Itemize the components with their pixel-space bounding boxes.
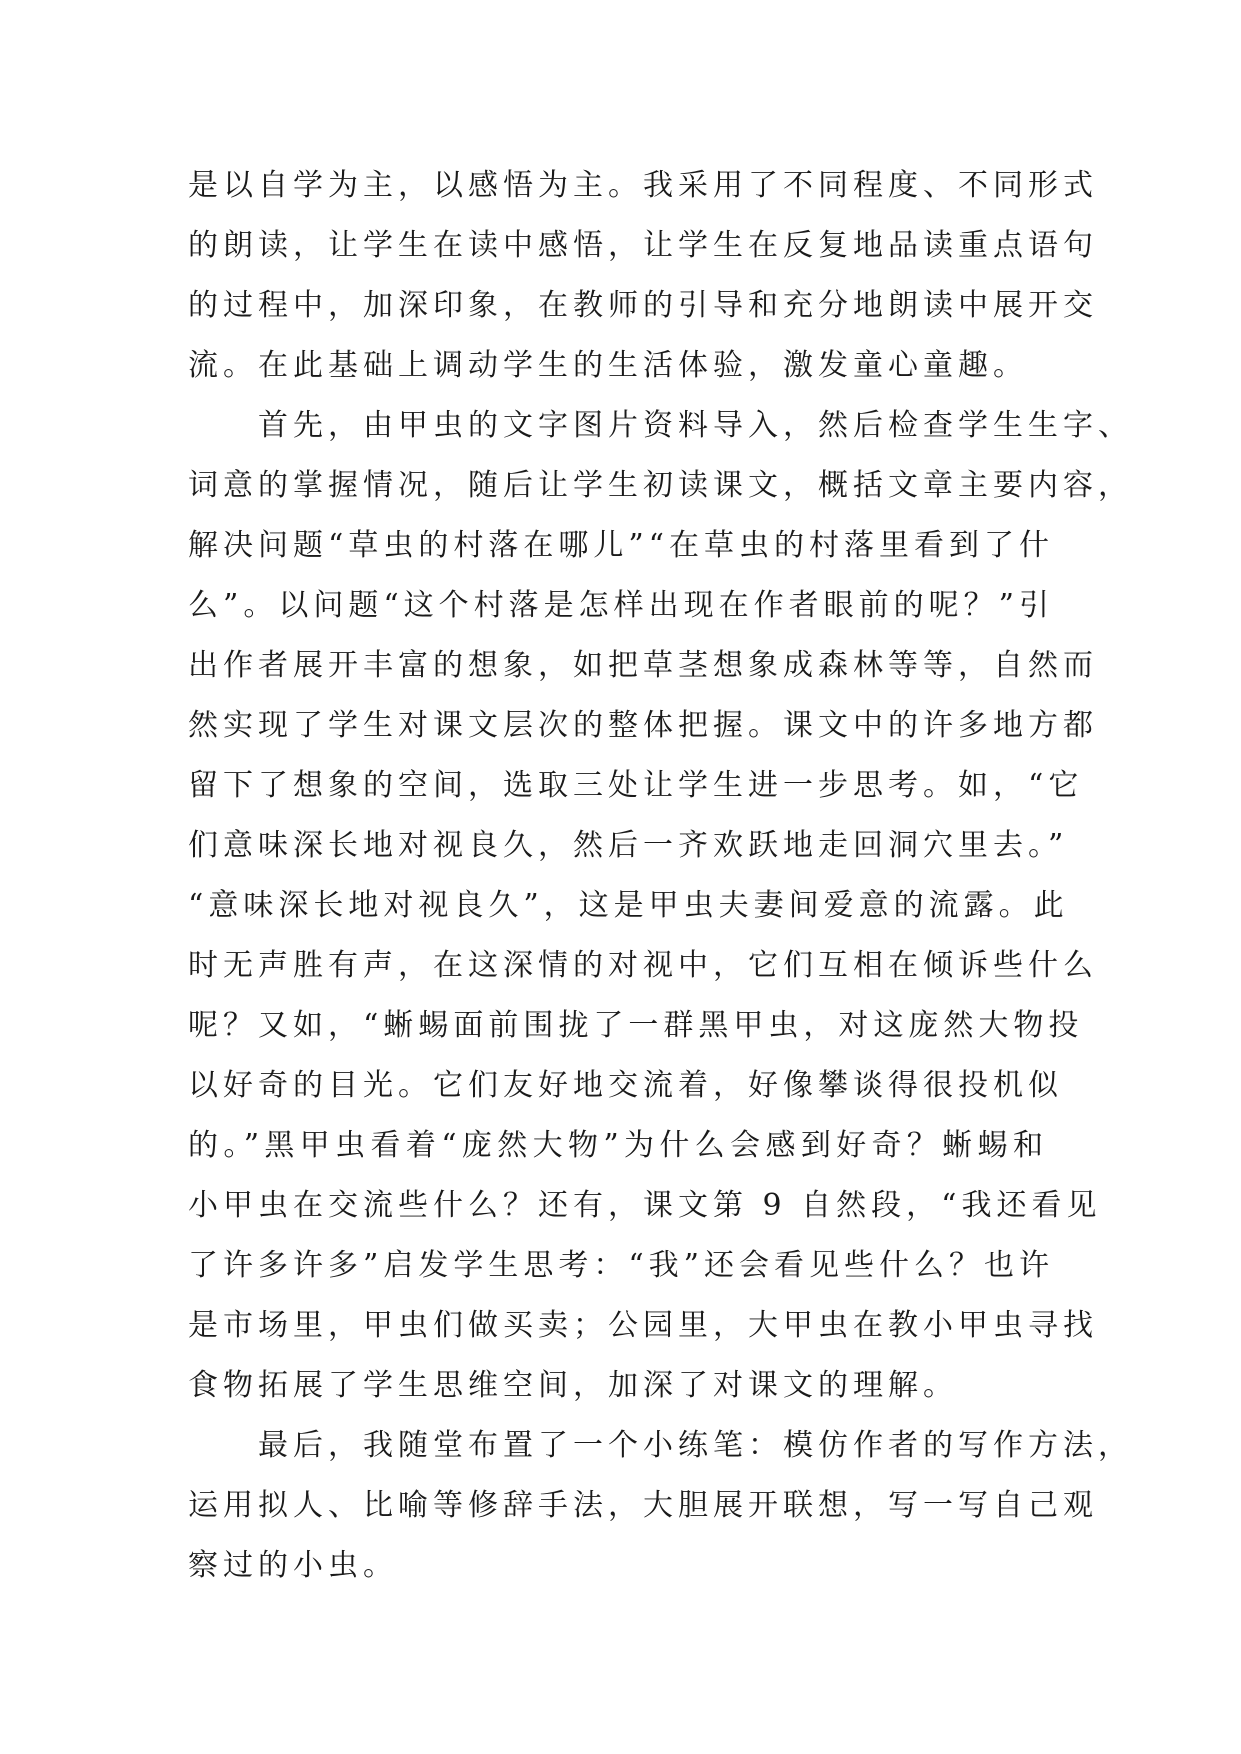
paragraph-2-line-15: 了许多许多”启发学生思考：“我”还会看见些什么？也许 (188, 1248, 1055, 1283)
paragraph-2-line-5: 出作者展开丰富的想象，如把草茎想象成森林等等，自然而 (188, 648, 1098, 683)
paragraph-2-line-10: 时无声胜有声，在这深情的对视中，它们互相在倾诉些什么 (188, 948, 1098, 983)
paragraph-2-line-11: 呢？又如，“蜥蜴面前围拢了一群黑甲虫，对这庞然大物投 (188, 1008, 1084, 1043)
paragraph-2-line-17: 食物拓展了学生思维空间，加深了对课文的理解。 (188, 1368, 958, 1403)
paragraph-2-line-8: 们意味深长地对视良久，然后一齐欢跃地走回洞穴里去。” (188, 828, 1069, 863)
paragraph-2-line-12: 以好奇的目光。它们友好地交流着，好像攀谈得很投机似 (188, 1068, 1063, 1103)
paragraph-2-line-4: 么”。以问题“这个村落是怎样出现在作者眼前的呢？”引 (188, 588, 1055, 623)
paragraph-2-line-9: “意味深长地对视良久”，这是甲虫夫妻间爱意的流露。此 (188, 888, 1069, 923)
paragraph-2-line-14: 小甲虫在交流些什么？还有，课文第 9 自然段，“我还看见 (188, 1188, 1102, 1223)
paragraph-1-line-3: 的过程中，加深印象，在教师的引导和充分地朗读中展开交 (188, 288, 1098, 323)
paragraph-3-line-1: 最后，我随堂布置了一个小练笔：模仿作者的写作方法， (258, 1428, 1133, 1463)
paragraph-2-line-16: 是市场里，甲虫们做买卖；公园里，大甲虫在教小甲虫寻找 (188, 1308, 1098, 1343)
paragraph-1-line-1: 是以自学为主，以感悟为主。我采用了不同程度、不同形式 (188, 168, 1098, 203)
paragraph-1-line-2: 的朗读，让学生在读中感悟，让学生在反复地品读重点语句 (188, 228, 1098, 263)
paragraph-2-line-13: 的。”黑甲虫看着“庞然大物”为什么会感到好奇？蜥蜴和 (188, 1128, 1048, 1163)
paragraph-1-line-4: 流。在此基础上调动学生的生活体验，激发童心童趣。 (188, 348, 1028, 383)
paragraph-2-line-3: 解决问题“草虫的村落在哪儿”“在草虫的村落里看到了什 (188, 528, 1055, 563)
paragraph-2-line-2: 词意的掌握情况，随后让学生初读课文，概括文章主要内容， (188, 468, 1133, 503)
paragraph-2-line-1: 首先，由甲虫的文字图片资料导入，然后检查学生生字、 (258, 408, 1133, 443)
paragraph-2-line-6: 然实现了学生对课文层次的整体把握。课文中的许多地方都 (188, 708, 1098, 743)
paragraph-3-line-2: 运用拟人、比喻等修辞手法，大胆展开联想，写一写自己观 (188, 1488, 1098, 1523)
paragraph-2-line-7: 留下了想象的空间，选取三处让学生进一步思考。如，“它 (188, 768, 1084, 803)
document-body (188, 156, 1133, 1596)
paragraph-3-line-3: 察过的小虫。 (188, 1548, 398, 1583)
